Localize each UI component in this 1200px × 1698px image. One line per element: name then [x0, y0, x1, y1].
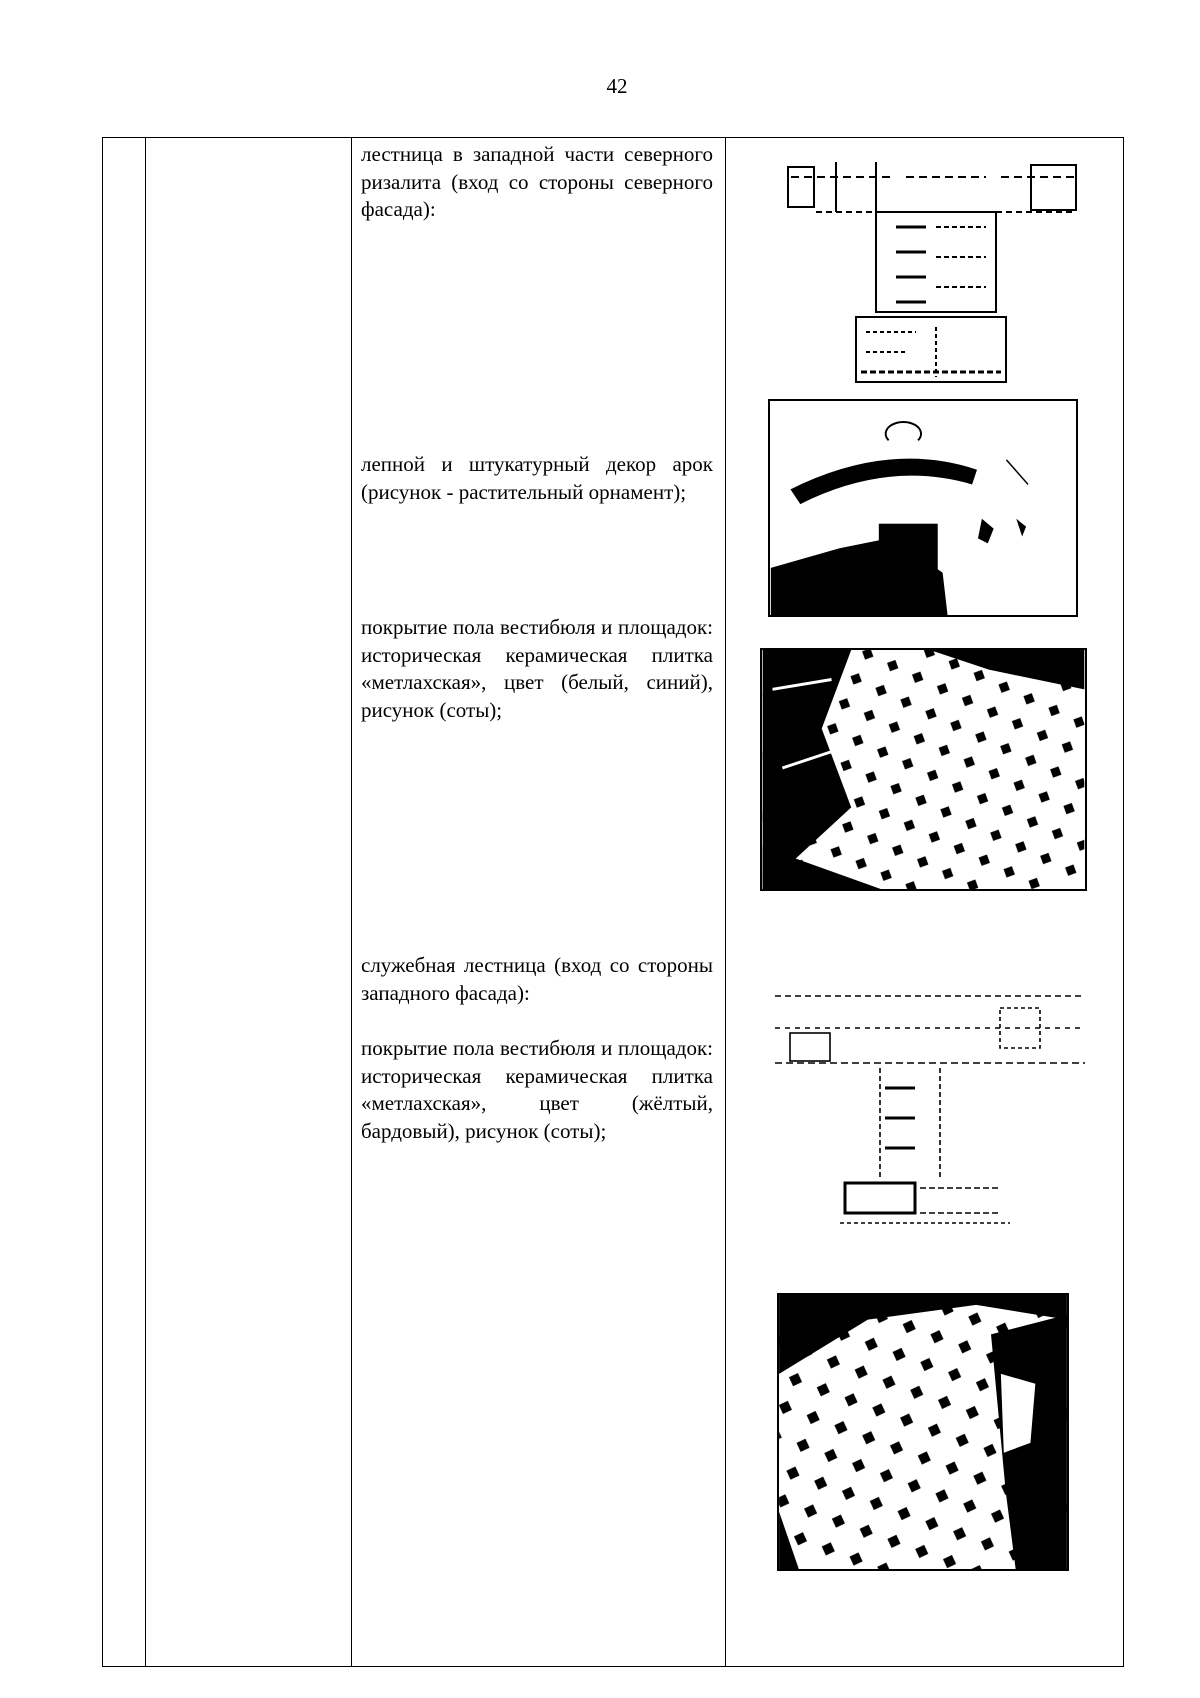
item-floor-tiles-white-blue: покрытие пола вестибюля и площадок: историческая керамическая плитка «метлахская», цвет (белый, синий), рисунок (соты); — [361, 615, 713, 722]
section-north-staircase-heading: лестница в западной части северного ризалита (вход со стороны северного фасада): — [361, 142, 713, 221]
page-number: 42 — [606, 74, 628, 98]
floor-plan-north-staircase-image — [786, 157, 1081, 387]
item-arch-stucco-decor: лепной и штукатурный декор арок (рисунок - растительный орнамент); — [361, 452, 713, 504]
photo-arch-stucco-decor-image — [768, 399, 1078, 617]
photo-floor-tiles-white-blue-image — [760, 648, 1087, 891]
photo-floor-tiles-yellow-burgundy-image — [777, 1293, 1069, 1571]
column-divider-3 — [725, 137, 726, 1667]
column-divider-2 — [351, 137, 352, 1667]
item-floor-tiles-yellow-burgundy: покрытие пола вестибюля и площадок: историческая керамическая плитка «метлахская», цвет (жёлтый, бардовый), рисунок (соты); — [361, 1036, 713, 1143]
section-service-staircase-heading: служебная лестница (вход со стороны западного фасада): — [361, 953, 713, 1005]
column-divider-1 — [145, 137, 146, 1667]
floor-plan-service-staircase-image — [770, 988, 1090, 1228]
